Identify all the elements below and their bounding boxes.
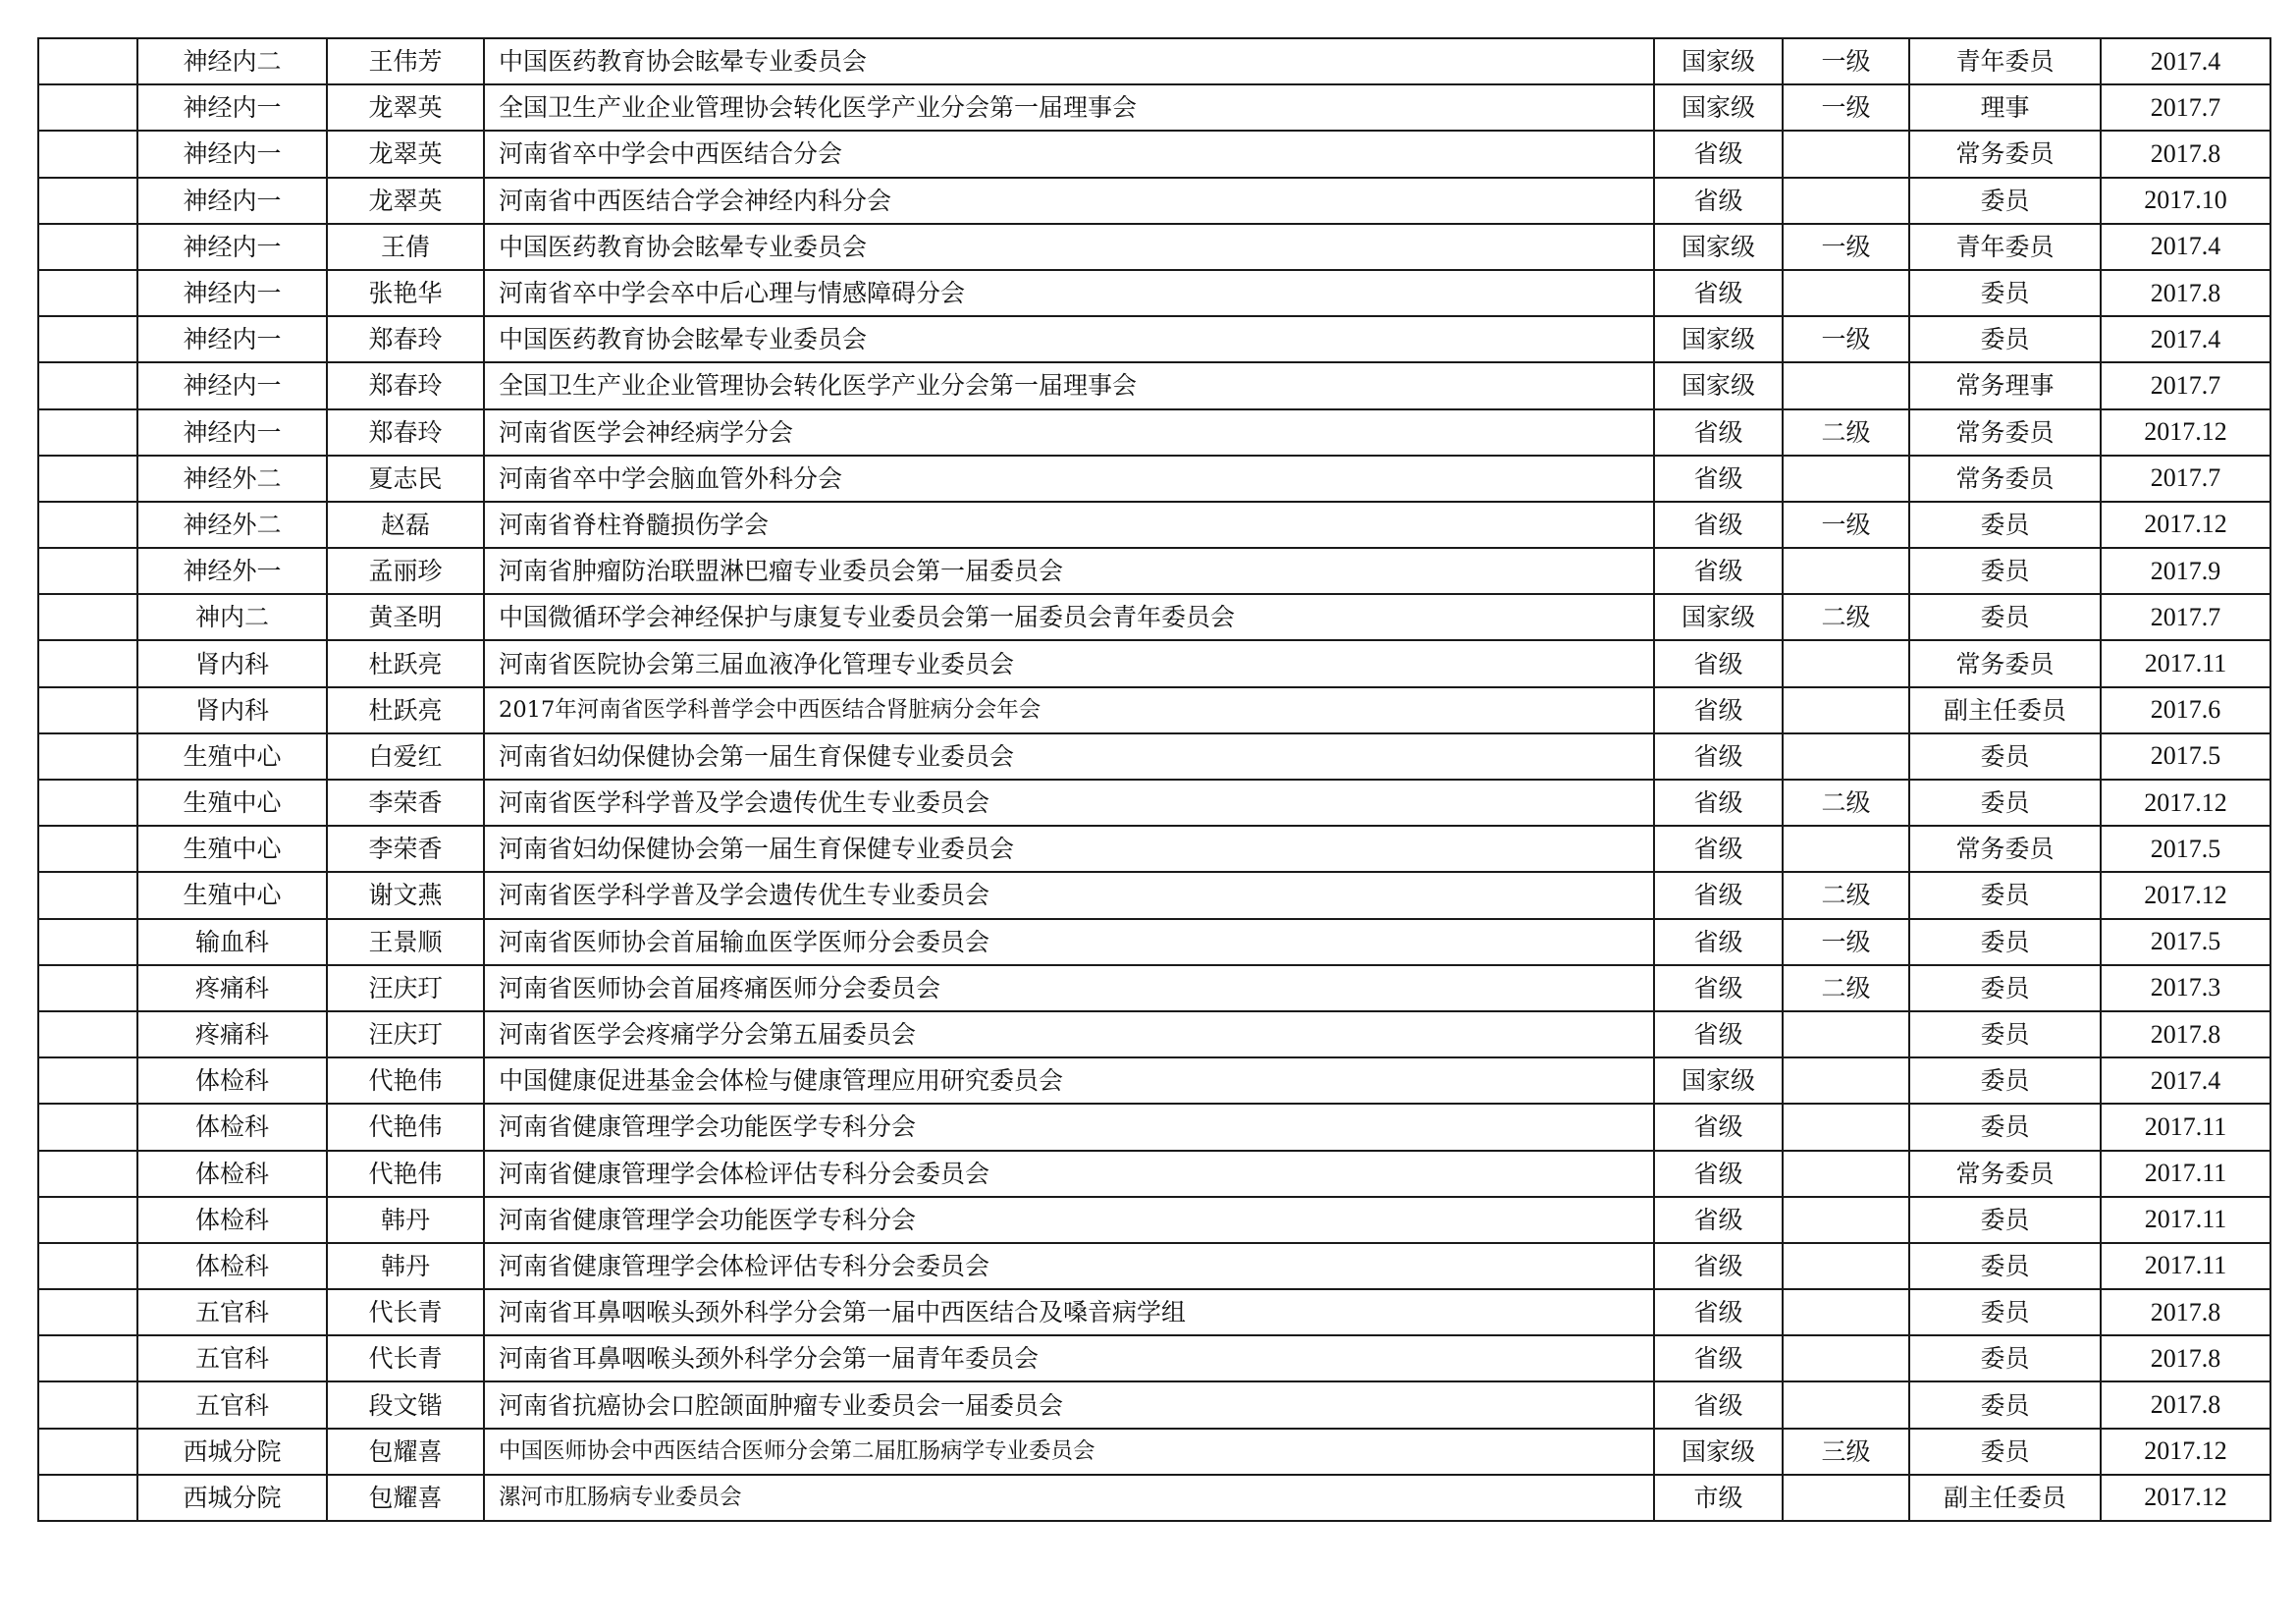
department-cell: 神经内一 bbox=[137, 84, 327, 131]
position-cell: 委员 bbox=[1909, 316, 2101, 362]
member-name-cell: 汪庆玎 bbox=[327, 1011, 484, 1057]
grade-cell: 一级 bbox=[1783, 224, 1909, 270]
department-cell: 神经内一 bbox=[137, 224, 327, 270]
position-cell: 常务委员 bbox=[1909, 1151, 2101, 1197]
level-cell: 国家级 bbox=[1654, 224, 1783, 270]
position-cell: 常务理事 bbox=[1909, 362, 2101, 408]
position-cell: 委员 bbox=[1909, 1057, 2101, 1104]
table-row bbox=[38, 270, 2270, 316]
table-row bbox=[38, 1475, 2270, 1521]
position-cell: 常务委员 bbox=[1909, 131, 2101, 177]
position-cell: 委员 bbox=[1909, 1381, 2101, 1428]
index-cell bbox=[38, 131, 137, 177]
level-cell: 省级 bbox=[1654, 1335, 1783, 1381]
grade-cell bbox=[1783, 131, 1909, 177]
grade-cell: 二级 bbox=[1783, 409, 1909, 456]
level-cell: 省级 bbox=[1654, 640, 1783, 686]
table-row bbox=[38, 548, 2270, 594]
member-name-cell: 代长青 bbox=[327, 1289, 484, 1335]
date-cell: 2017.8 bbox=[2101, 131, 2270, 177]
member-name-cell: 杜跃亮 bbox=[327, 640, 484, 686]
department-cell: 西城分院 bbox=[137, 1429, 327, 1475]
organization-cell: 河南省医师协会首届输血医学医师分会委员会 bbox=[484, 919, 1654, 965]
position-cell: 常务委员 bbox=[1909, 409, 2101, 456]
index-cell bbox=[38, 640, 137, 686]
organization-cell: 中国微循环学会神经保护与康复专业委员会第一届委员会青年委员会 bbox=[484, 594, 1654, 640]
department-cell: 体检科 bbox=[137, 1197, 327, 1243]
date-cell: 2017.3 bbox=[2101, 965, 2270, 1011]
department-cell: 五官科 bbox=[137, 1289, 327, 1335]
index-cell bbox=[38, 270, 137, 316]
level-cell: 国家级 bbox=[1654, 594, 1783, 640]
level-cell: 省级 bbox=[1654, 1151, 1783, 1197]
department-cell: 神经外一 bbox=[137, 548, 327, 594]
index-cell bbox=[38, 316, 137, 362]
organization-cell: 中国健康促进基金会体检与健康管理应用研究委员会 bbox=[484, 1057, 1654, 1104]
index-cell bbox=[38, 919, 137, 965]
level-cell: 国家级 bbox=[1654, 362, 1783, 408]
organization-cell: 河南省中西医结合学会神经内科分会 bbox=[484, 178, 1654, 224]
level-cell: 国家级 bbox=[1654, 1429, 1783, 1475]
table-row bbox=[38, 178, 2270, 224]
table-row bbox=[38, 687, 2270, 733]
table-row bbox=[38, 38, 2270, 84]
date-cell: 2017.8 bbox=[2101, 1381, 2270, 1428]
member-name-cell: 王伟芳 bbox=[327, 38, 484, 84]
index-cell bbox=[38, 1475, 137, 1521]
index-cell bbox=[38, 1011, 137, 1057]
organization-cell: 河南省医学科学普及学会遗传优生专业委员会 bbox=[484, 780, 1654, 826]
member-name-cell: 龙翠英 bbox=[327, 178, 484, 224]
date-cell: 2017.8 bbox=[2101, 1335, 2270, 1381]
table-row bbox=[38, 594, 2270, 640]
grade-cell bbox=[1783, 1243, 1909, 1289]
level-cell: 国家级 bbox=[1654, 38, 1783, 84]
department-cell: 生殖中心 bbox=[137, 872, 327, 918]
department-cell: 生殖中心 bbox=[137, 826, 327, 872]
table-row bbox=[38, 733, 2270, 780]
level-cell: 省级 bbox=[1654, 687, 1783, 733]
position-cell: 委员 bbox=[1909, 178, 2101, 224]
position-cell: 委员 bbox=[1909, 919, 2101, 965]
grade-cell bbox=[1783, 1335, 1909, 1381]
organization-cell: 河南省医学会神经病学分会 bbox=[484, 409, 1654, 456]
table-row bbox=[38, 224, 2270, 270]
table-row bbox=[38, 872, 2270, 918]
member-name-cell: 李荣香 bbox=[327, 826, 484, 872]
position-cell: 委员 bbox=[1909, 733, 2101, 780]
organization-cell: 中国医师协会中西医结合医师分会第二届肛肠病学专业委员会 bbox=[484, 1429, 1654, 1475]
grade-cell bbox=[1783, 270, 1909, 316]
organization-cell: 中国医药教育协会眩晕专业委员会 bbox=[484, 224, 1654, 270]
organization-cell: 河南省卒中学会卒中后心理与情感障碍分会 bbox=[484, 270, 1654, 316]
level-cell: 省级 bbox=[1654, 270, 1783, 316]
level-cell: 省级 bbox=[1654, 178, 1783, 224]
grade-cell: 一级 bbox=[1783, 502, 1909, 548]
date-cell: 2017.5 bbox=[2101, 919, 2270, 965]
date-cell: 2017.8 bbox=[2101, 1011, 2270, 1057]
level-cell: 省级 bbox=[1654, 1243, 1783, 1289]
table-row bbox=[38, 1381, 2270, 1428]
date-cell: 2017.10 bbox=[2101, 178, 2270, 224]
index-cell bbox=[38, 1429, 137, 1475]
date-cell: 2017.7 bbox=[2101, 456, 2270, 502]
table-row bbox=[38, 1057, 2270, 1104]
organization-cell: 河南省卒中学会中西医结合分会 bbox=[484, 131, 1654, 177]
organization-cell: 河南省耳鼻咽喉头颈外科学分会第一届中西医结合及嗓音病学组 bbox=[484, 1289, 1654, 1335]
organization-cell: 河南省医学科学普及学会遗传优生专业委员会 bbox=[484, 872, 1654, 918]
department-cell: 体检科 bbox=[137, 1104, 327, 1150]
level-cell: 国家级 bbox=[1654, 84, 1783, 131]
member-name-cell: 谢文燕 bbox=[327, 872, 484, 918]
position-cell: 委员 bbox=[1909, 548, 2101, 594]
index-cell bbox=[38, 965, 137, 1011]
date-cell: 2017.12 bbox=[2101, 409, 2270, 456]
grade-cell: 二级 bbox=[1783, 594, 1909, 640]
index-cell bbox=[38, 362, 137, 408]
position-cell: 副主任委员 bbox=[1909, 1475, 2101, 1521]
organization-cell: 河南省脊柱脊髓损伤学会 bbox=[484, 502, 1654, 548]
table-row bbox=[38, 919, 2270, 965]
level-cell: 省级 bbox=[1654, 409, 1783, 456]
organization-cell: 河南省抗癌协会口腔颌面肿瘤专业委员会一届委员会 bbox=[484, 1381, 1654, 1428]
department-cell: 肾内科 bbox=[137, 687, 327, 733]
index-cell bbox=[38, 178, 137, 224]
grade-cell bbox=[1783, 640, 1909, 686]
member-name-cell: 夏志民 bbox=[327, 456, 484, 502]
department-cell: 生殖中心 bbox=[137, 733, 327, 780]
index-cell bbox=[38, 733, 137, 780]
position-cell: 委员 bbox=[1909, 502, 2101, 548]
index-cell bbox=[38, 1335, 137, 1381]
department-cell: 疼痛科 bbox=[137, 1011, 327, 1057]
index-cell bbox=[38, 1381, 137, 1428]
date-cell: 2017.12 bbox=[2101, 1475, 2270, 1521]
table-row bbox=[38, 965, 2270, 1011]
level-cell: 国家级 bbox=[1654, 316, 1783, 362]
table-row bbox=[38, 362, 2270, 408]
level-cell: 省级 bbox=[1654, 548, 1783, 594]
organization-cell: 河南省健康管理学会体检评估专科分会委员会 bbox=[484, 1243, 1654, 1289]
date-cell: 2017.11 bbox=[2101, 1151, 2270, 1197]
date-cell: 2017.12 bbox=[2101, 872, 2270, 918]
index-cell bbox=[38, 872, 137, 918]
organization-cell: 河南省卒中学会脑血管外科分会 bbox=[484, 456, 1654, 502]
document-page bbox=[37, 37, 2269, 1522]
level-cell: 省级 bbox=[1654, 1197, 1783, 1243]
level-cell: 省级 bbox=[1654, 502, 1783, 548]
organization-cell: 河南省耳鼻咽喉头颈外科学分会第一届青年委员会 bbox=[484, 1335, 1654, 1381]
position-cell: 委员 bbox=[1909, 965, 2101, 1011]
grade-cell bbox=[1783, 548, 1909, 594]
member-name-cell: 代艳伟 bbox=[327, 1151, 484, 1197]
index-cell bbox=[38, 594, 137, 640]
member-name-cell: 杜跃亮 bbox=[327, 687, 484, 733]
position-cell: 委员 bbox=[1909, 1289, 2101, 1335]
department-cell: 输血科 bbox=[137, 919, 327, 965]
date-cell: 2017.7 bbox=[2101, 594, 2270, 640]
member-name-cell: 王倩 bbox=[327, 224, 484, 270]
position-cell: 理事 bbox=[1909, 84, 2101, 131]
member-name-cell: 包耀喜 bbox=[327, 1475, 484, 1521]
date-cell: 2017.11 bbox=[2101, 640, 2270, 686]
index-cell bbox=[38, 409, 137, 456]
member-name-cell: 李荣香 bbox=[327, 780, 484, 826]
index-cell bbox=[38, 687, 137, 733]
member-name-cell: 龙翠英 bbox=[327, 131, 484, 177]
position-cell: 常务委员 bbox=[1909, 640, 2101, 686]
date-cell: 2017.7 bbox=[2101, 362, 2270, 408]
grade-cell bbox=[1783, 1151, 1909, 1197]
index-cell bbox=[38, 1104, 137, 1150]
organization-cell: 河南省医学会疼痛学分会第五届委员会 bbox=[484, 1011, 1654, 1057]
department-cell: 疼痛科 bbox=[137, 965, 327, 1011]
position-cell: 青年委员 bbox=[1909, 38, 2101, 84]
grade-cell: 一级 bbox=[1783, 84, 1909, 131]
date-cell: 2017.11 bbox=[2101, 1243, 2270, 1289]
member-name-cell: 段文锴 bbox=[327, 1381, 484, 1428]
table-row bbox=[38, 1335, 2270, 1381]
department-cell: 神经内一 bbox=[137, 316, 327, 362]
grade-cell bbox=[1783, 733, 1909, 780]
grade-cell bbox=[1783, 687, 1909, 733]
date-cell: 2017.4 bbox=[2101, 1057, 2270, 1104]
level-cell: 省级 bbox=[1654, 1289, 1783, 1335]
grade-cell: 二级 bbox=[1783, 965, 1909, 1011]
position-cell: 委员 bbox=[1909, 270, 2101, 316]
index-cell bbox=[38, 84, 137, 131]
organization-cell: 中国医药教育协会眩晕专业委员会 bbox=[484, 38, 1654, 84]
index-cell bbox=[38, 826, 137, 872]
index-cell bbox=[38, 456, 137, 502]
level-cell: 省级 bbox=[1654, 872, 1783, 918]
grade-cell bbox=[1783, 1289, 1909, 1335]
table-row bbox=[38, 1197, 2270, 1243]
table-row bbox=[38, 640, 2270, 686]
department-cell: 西城分院 bbox=[137, 1475, 327, 1521]
date-cell: 2017.6 bbox=[2101, 687, 2270, 733]
grade-cell: 二级 bbox=[1783, 872, 1909, 918]
level-cell: 省级 bbox=[1654, 1104, 1783, 1150]
grade-cell bbox=[1783, 362, 1909, 408]
organization-cell: 河南省健康管理学会体检评估专科分会委员会 bbox=[484, 1151, 1654, 1197]
member-name-cell: 张艳华 bbox=[327, 270, 484, 316]
table-row bbox=[38, 1243, 2270, 1289]
index-cell bbox=[38, 1243, 137, 1289]
grade-cell bbox=[1783, 1475, 1909, 1521]
position-cell: 委员 bbox=[1909, 1429, 2101, 1475]
position-cell: 委员 bbox=[1909, 1335, 2101, 1381]
index-cell bbox=[38, 38, 137, 84]
organization-cell: 河南省妇幼保健协会第一届生育保健专业委员会 bbox=[484, 733, 1654, 780]
level-cell: 省级 bbox=[1654, 1381, 1783, 1428]
index-cell bbox=[38, 780, 137, 826]
index-cell bbox=[38, 1289, 137, 1335]
date-cell: 2017.9 bbox=[2101, 548, 2270, 594]
department-cell: 体检科 bbox=[137, 1057, 327, 1104]
department-cell: 神经内一 bbox=[137, 270, 327, 316]
membership-table bbox=[37, 37, 2271, 1522]
position-cell: 委员 bbox=[1909, 594, 2101, 640]
position-cell: 常务委员 bbox=[1909, 456, 2101, 502]
table-row bbox=[38, 316, 2270, 362]
grade-cell: 二级 bbox=[1783, 780, 1909, 826]
member-name-cell: 汪庆玎 bbox=[327, 965, 484, 1011]
grade-cell bbox=[1783, 1381, 1909, 1428]
date-cell: 2017.8 bbox=[2101, 1289, 2270, 1335]
table-row bbox=[38, 131, 2270, 177]
department-cell: 五官科 bbox=[137, 1381, 327, 1428]
position-cell: 委员 bbox=[1909, 1011, 2101, 1057]
table-row bbox=[38, 409, 2270, 456]
grade-cell bbox=[1783, 1197, 1909, 1243]
level-cell: 省级 bbox=[1654, 965, 1783, 1011]
table-row bbox=[38, 1289, 2270, 1335]
position-cell: 委员 bbox=[1909, 1104, 2101, 1150]
grade-cell bbox=[1783, 456, 1909, 502]
position-cell: 委员 bbox=[1909, 872, 2101, 918]
table-row bbox=[38, 502, 2270, 548]
grade-cell: 一级 bbox=[1783, 919, 1909, 965]
date-cell: 2017.12 bbox=[2101, 1429, 2270, 1475]
member-name-cell: 白爱红 bbox=[327, 733, 484, 780]
table-row bbox=[38, 84, 2270, 131]
level-cell: 省级 bbox=[1654, 131, 1783, 177]
position-cell: 委员 bbox=[1909, 1197, 2101, 1243]
department-cell: 神经外二 bbox=[137, 502, 327, 548]
level-cell: 省级 bbox=[1654, 919, 1783, 965]
grade-cell bbox=[1783, 826, 1909, 872]
date-cell: 2017.11 bbox=[2101, 1197, 2270, 1243]
level-cell: 省级 bbox=[1654, 1011, 1783, 1057]
date-cell: 2017.4 bbox=[2101, 316, 2270, 362]
position-cell: 常务委员 bbox=[1909, 826, 2101, 872]
date-cell: 2017.7 bbox=[2101, 84, 2270, 131]
level-cell: 省级 bbox=[1654, 456, 1783, 502]
table-row bbox=[38, 1429, 2270, 1475]
department-cell: 神经内一 bbox=[137, 409, 327, 456]
grade-cell: 一级 bbox=[1783, 316, 1909, 362]
date-cell: 2017.11 bbox=[2101, 1104, 2270, 1150]
index-cell bbox=[38, 502, 137, 548]
date-cell: 2017.4 bbox=[2101, 38, 2270, 84]
organization-cell: 河南省健康管理学会功能医学专科分会 bbox=[484, 1104, 1654, 1150]
member-name-cell: 代艳伟 bbox=[327, 1057, 484, 1104]
table-row bbox=[38, 780, 2270, 826]
date-cell: 2017.4 bbox=[2101, 224, 2270, 270]
member-name-cell: 韩丹 bbox=[327, 1243, 484, 1289]
organization-cell: 河南省医师协会首届疼痛医师分会委员会 bbox=[484, 965, 1654, 1011]
organization-cell: 河南省肿瘤防治联盟淋巴瘤专业委员会第一届委员会 bbox=[484, 548, 1654, 594]
table-row bbox=[38, 1011, 2270, 1057]
position-cell: 委员 bbox=[1909, 780, 2101, 826]
member-name-cell: 代长青 bbox=[327, 1335, 484, 1381]
grade-cell bbox=[1783, 178, 1909, 224]
index-cell bbox=[38, 548, 137, 594]
member-name-cell: 孟丽珍 bbox=[327, 548, 484, 594]
member-name-cell: 郑春玲 bbox=[327, 316, 484, 362]
department-cell: 神经内一 bbox=[137, 178, 327, 224]
level-cell: 国家级 bbox=[1654, 1057, 1783, 1104]
organization-cell: 漯河市肛肠病专业委员会 bbox=[484, 1475, 1654, 1521]
table-row bbox=[38, 456, 2270, 502]
index-cell bbox=[38, 224, 137, 270]
table-row bbox=[38, 1151, 2270, 1197]
grade-cell: 一级 bbox=[1783, 38, 1909, 84]
member-name-cell: 韩丹 bbox=[327, 1197, 484, 1243]
department-cell: 体检科 bbox=[137, 1243, 327, 1289]
member-name-cell: 代艳伟 bbox=[327, 1104, 484, 1150]
member-name-cell: 郑春玲 bbox=[327, 362, 484, 408]
member-name-cell: 王景顺 bbox=[327, 919, 484, 965]
organization-cell: 河南省健康管理学会功能医学专科分会 bbox=[484, 1197, 1654, 1243]
grade-cell bbox=[1783, 1104, 1909, 1150]
department-cell: 神经内一 bbox=[137, 131, 327, 177]
grade-cell bbox=[1783, 1011, 1909, 1057]
department-cell: 神内二 bbox=[137, 594, 327, 640]
date-cell: 2017.12 bbox=[2101, 502, 2270, 548]
index-cell bbox=[38, 1057, 137, 1104]
member-name-cell: 黄圣明 bbox=[327, 594, 484, 640]
department-cell: 五官科 bbox=[137, 1335, 327, 1381]
index-cell bbox=[38, 1151, 137, 1197]
department-cell: 肾内科 bbox=[137, 640, 327, 686]
index-cell bbox=[38, 1197, 137, 1243]
department-cell: 神经内二 bbox=[137, 38, 327, 84]
member-name-cell: 龙翠英 bbox=[327, 84, 484, 131]
date-cell: 2017.5 bbox=[2101, 733, 2270, 780]
level-cell: 市级 bbox=[1654, 1475, 1783, 1521]
organization-cell: 河南省妇幼保健协会第一届生育保健专业委员会 bbox=[484, 826, 1654, 872]
organization-cell: 全国卫生产业企业管理协会转化医学产业分会第一届理事会 bbox=[484, 362, 1654, 408]
date-cell: 2017.8 bbox=[2101, 270, 2270, 316]
table-row bbox=[38, 1104, 2270, 1150]
level-cell: 省级 bbox=[1654, 780, 1783, 826]
organization-cell: 全国卫生产业企业管理协会转化医学产业分会第一届理事会 bbox=[484, 84, 1654, 131]
department-cell: 神经内一 bbox=[137, 362, 327, 408]
department-cell: 体检科 bbox=[137, 1151, 327, 1197]
organization-cell: 河南省医院协会第三届血液净化管理专业委员会 bbox=[484, 640, 1654, 686]
member-name-cell: 郑春玲 bbox=[327, 409, 484, 456]
level-cell: 省级 bbox=[1654, 733, 1783, 780]
position-cell: 副主任委员 bbox=[1909, 687, 2101, 733]
table-body bbox=[38, 38, 2270, 1521]
date-cell: 2017.5 bbox=[2101, 826, 2270, 872]
grade-cell: 三级 bbox=[1783, 1429, 1909, 1475]
department-cell: 神经外二 bbox=[137, 456, 327, 502]
position-cell: 委员 bbox=[1909, 1243, 2101, 1289]
grade-cell bbox=[1783, 1057, 1909, 1104]
level-cell: 省级 bbox=[1654, 826, 1783, 872]
member-name-cell: 赵磊 bbox=[327, 502, 484, 548]
position-cell: 青年委员 bbox=[1909, 224, 2101, 270]
member-name-cell: 包耀喜 bbox=[327, 1429, 484, 1475]
department-cell: 生殖中心 bbox=[137, 780, 327, 826]
organization-cell: 中国医药教育协会眩晕专业委员会 bbox=[484, 316, 1654, 362]
table-row bbox=[38, 826, 2270, 872]
date-cell: 2017.12 bbox=[2101, 780, 2270, 826]
organization-cell: 2017年河南省医学科普学会中西医结合肾脏病分会年会 bbox=[484, 687, 1654, 733]
